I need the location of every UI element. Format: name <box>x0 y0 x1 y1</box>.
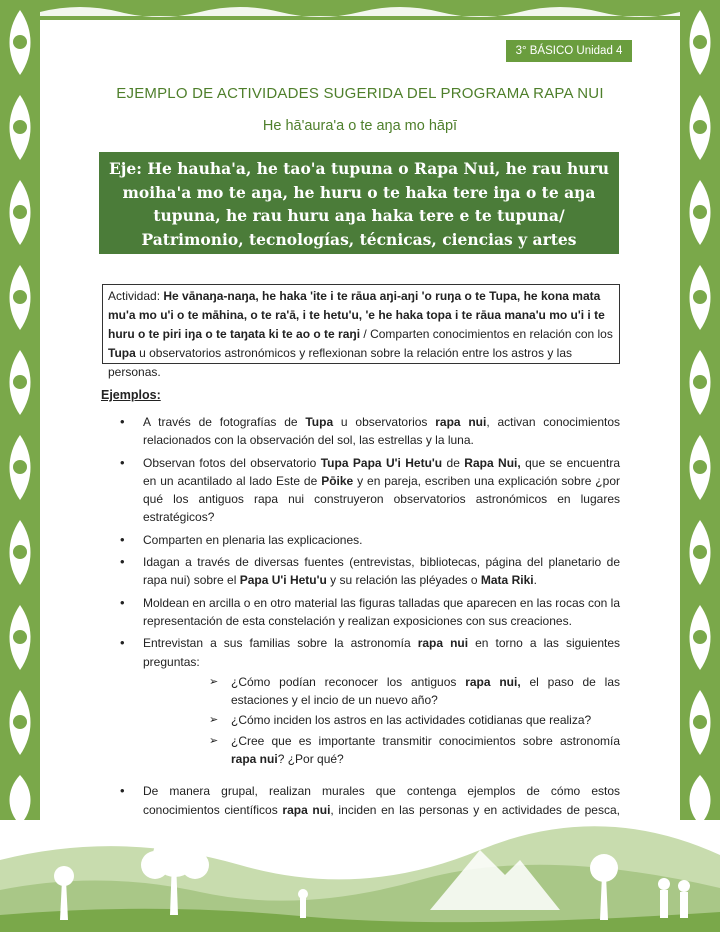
activity-label: Actividad: <box>108 289 164 303</box>
page-title: EJEMPLO DE ACTIVIDADES SUGERIDA DEL PROGRAMA RAPA NUI <box>116 85 604 102</box>
footer-landscape-illustration <box>0 820 720 932</box>
question-item: ➢ ¿Cómo podían reconocer los antiguos rapa nui, el paso de las estaciones y el incio de un nuevo año? <box>209 673 620 710</box>
examples-list <box>118 413 620 841</box>
list-item: • Entrevistan a sus familias sobre la astronomía rapa nui en torno a las siguientes preguntas: ➢ ¿Cómo podían reconocer los antiguos rapa nui, el paso de las estaciones y el incio de un nuevo año? ➢ ¿Cómo inciden los astros en las actividades cotidianas que realiza? ➢ ¿Cree que es importante transmitir conocimientos sobre astronomía rapa nui? ¿Por qué? <box>118 634 620 768</box>
list-item: • De manera grupal, realizan murales que contenga ejemplos de cómo estos conocimientos científicos rapa nui, inciden en las personas y en actividades de pesca, <box>118 782 620 837</box>
question-list <box>143 673 620 768</box>
list-item: • A través de fotografías de Tupa u observatorios rapa nui, activan conocimientos relacionados con la observación del sol, las estrellas y la luna. <box>118 413 620 450</box>
list-item: • Comparten en plenaria las explicaciones. <box>118 531 620 549</box>
eje-banner: Eje: He hauha'a, he tao'a tupuna o Rapa Nui, he rau huru moiha'a mo te aŋa, he huru o te haka tere iŋa o te aŋa tupuna, he rau huru aŋa haka tere e te tupuna/ Patrimonio, tecnologías, técnicas, ciencias y artes ancestrales. <box>99 152 619 254</box>
list-item: • Observan fotos del observatorio Tupa Papa U'i Hetu'u de Rapa Nui, que se encuentra en un acantilado al lado Este de Pōike y en pareja, escriben una explicación sobre ¿por qué los antiguos rapa nui construyeron observatorios astronómicos en lugares estratégicos? <box>118 454 620 527</box>
activity-spanish-text-2: u observatorios astronómicos y reflexionan sobre la relación entre los astros y las personas. <box>108 346 572 379</box>
activity-spanish-bold: Tupa <box>108 346 136 360</box>
top-decorative-band <box>40 0 680 20</box>
question-item: ➢ ¿Cómo inciden los astros en las actividades cotidianas que realiza? <box>209 711 620 729</box>
activity-spanish-text-1: Comparten conocimientos en relación con los <box>370 327 613 341</box>
page-subtitle: He hā'aura'a o te aŋa mo hāpī <box>262 118 458 134</box>
list-item: • Idagan a través de diversas fuentes (entrevistas, bibliotecas, página del planetario de rapa nui) sobre el Papa U'i Hetu'u y su relación las pléyades o Mata Riki. <box>118 553 620 590</box>
list-item: • Moldean en arcilla o en otro material las figuras talladas que aparecen en las rocas con la representación de esta constelación y realizan exposiciones con sus creaciones. <box>118 594 620 631</box>
examples-heading: Ejemplos: <box>101 388 161 402</box>
question-item: ➢ ¿Cree que es importante transmitir conocimientos sobre astronomía rapa nui? ¿Por qué? <box>209 732 620 769</box>
grade-unit-tab: 3° BÁSICO Unidad 4 <box>506 40 632 62</box>
activity-box <box>102 284 620 379</box>
activity-rapanui-text: He vānaŋa-naŋa, he haka 'ite i te rāua aŋi-aŋi 'o ruŋa o te Tupa, he kona mata mu'a mo u'i o te māhina, o te ra'ā, i te hetu'u, 'e he haka topa i te rāua mana'u mo u'i i te huru o te piri iŋa o te taŋata ki te ao o te raŋi <box>108 289 605 341</box>
activity-separator: / <box>360 327 371 341</box>
